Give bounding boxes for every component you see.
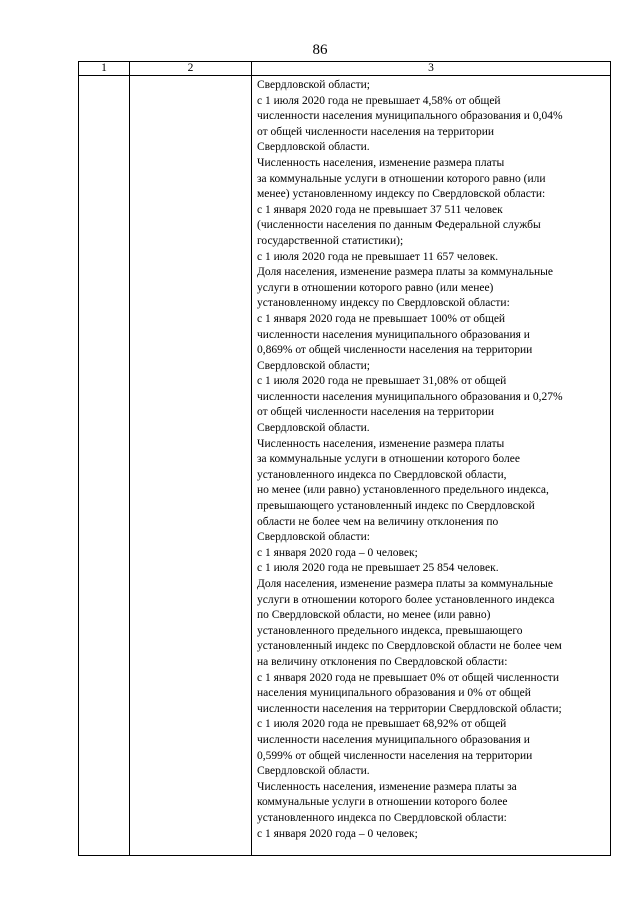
text-line: Численность населения, изменение размера платы	[257, 156, 505, 169]
text-line: Свердловской области:	[257, 531, 370, 544]
text-line: Численность населения, изменение размера платы	[257, 437, 505, 450]
text-line: от общей численности населения на территории	[257, 406, 495, 419]
cell-column-3	[252, 76, 611, 856]
text-line: установленного предельного индекса, превышающего	[257, 624, 523, 637]
text-line: Численность населения, изменение размера платы за	[257, 780, 517, 793]
text-line: (численности населения по данным Федеральной службы	[257, 219, 541, 232]
text-line: с 1 января 2020 года не превышает 100% от общей	[257, 312, 506, 325]
text-line: с 1 января 2020 года не превышает 37 511 человек	[257, 203, 503, 216]
cell-column-2	[130, 76, 252, 856]
text-line: с 1 июля 2020 года не превышает 11 657 человек.	[257, 250, 499, 263]
text-line: с 1 июля 2020 года не превышает 25 854 человек.	[257, 562, 499, 575]
text-line: установленного индекса по Свердловской области,	[257, 468, 507, 481]
text-line: численности населения на территории Свердловской области;	[257, 702, 562, 715]
text-line: населения муниципального образования и 0% от общей	[257, 687, 531, 700]
text-line: 0,869% от общей численности населения на территории	[257, 344, 533, 357]
text-line: государственной статистики);	[257, 234, 404, 247]
document-table	[78, 61, 611, 856]
cell-text-block	[252, 76, 610, 842]
text-line: услуги в отношении которого более установленного индекса	[257, 593, 555, 606]
text-line: установленному индексу по Свердловской области:	[257, 297, 510, 310]
text-line: за коммунальные услуги в отношении которого более	[257, 453, 520, 466]
text-line: менее) установленному индексу по Свердловской области:	[257, 188, 546, 201]
text-line: численности населения муниципального образования и 0,27%	[257, 390, 563, 403]
text-line: Свердловской области.	[257, 765, 370, 778]
cell-column-1	[79, 76, 130, 856]
text-line: за коммунальные услуги в отношении которого равно (или	[257, 172, 546, 185]
text-line: установленный индекс по Свердловской области не более чем	[257, 640, 562, 653]
text-line: численности населения муниципального образования и 0,04%	[257, 110, 563, 123]
text-line: Свердловской области;	[257, 359, 370, 372]
text-line: услуги в отношении которого равно (или менее)	[257, 281, 494, 294]
text-line: Свердловской области;	[257, 79, 370, 91]
table-header-row	[79, 62, 611, 76]
text-line: на величину отклонения по Свердловской области:	[257, 655, 508, 668]
text-line: численности населения муниципального образования и	[257, 733, 530, 746]
page-number: 86	[312, 42, 328, 58]
column-header-3: 3	[252, 62, 611, 76]
column-header-2: 2	[130, 62, 252, 76]
text-line: с 1 января 2020 года – 0 человек;	[257, 546, 418, 559]
text-line: коммунальные услуги в отношении которого более	[257, 796, 508, 809]
text-line: установленного индекса по Свердловской области:	[257, 811, 507, 824]
text-line: с 1 января 2020 года не превышает 0% от общей численности	[257, 671, 559, 684]
text-line: с 1 июля 2020 года не превышает 4,58% от общей	[257, 94, 501, 107]
text-line: Доля населения, изменение размера платы за коммунальные	[257, 266, 553, 279]
text-line: Свердловской области.	[257, 141, 370, 154]
text-line: Свердловской области.	[257, 422, 370, 435]
column-header-1: 1	[79, 62, 130, 76]
text-line: с 1 января 2020 года – 0 человек;	[257, 827, 418, 840]
table-row	[79, 76, 611, 856]
text-line: численности населения муниципального образования и	[257, 328, 530, 341]
text-line: но менее (или равно) установленного предельного индекса,	[257, 484, 549, 497]
text-line: превышающего установленный индекс по Свердловской	[257, 500, 535, 513]
text-line: с 1 июля 2020 года не превышает 31,08% от общей	[257, 375, 507, 388]
text-line: от общей численности населения на территории	[257, 125, 495, 138]
text-line: Доля населения, изменение размера платы за коммунальные	[257, 578, 553, 590]
text-line: с 1 июля 2020 года не превышает 68,92% от общей	[257, 718, 507, 731]
text-line: 0,599% от общей численности населения на территории	[257, 749, 533, 762]
text-line: области не более чем на величину отклонения по	[257, 515, 499, 528]
text-line: по Свердловской области, но менее (или равно)	[257, 609, 491, 622]
